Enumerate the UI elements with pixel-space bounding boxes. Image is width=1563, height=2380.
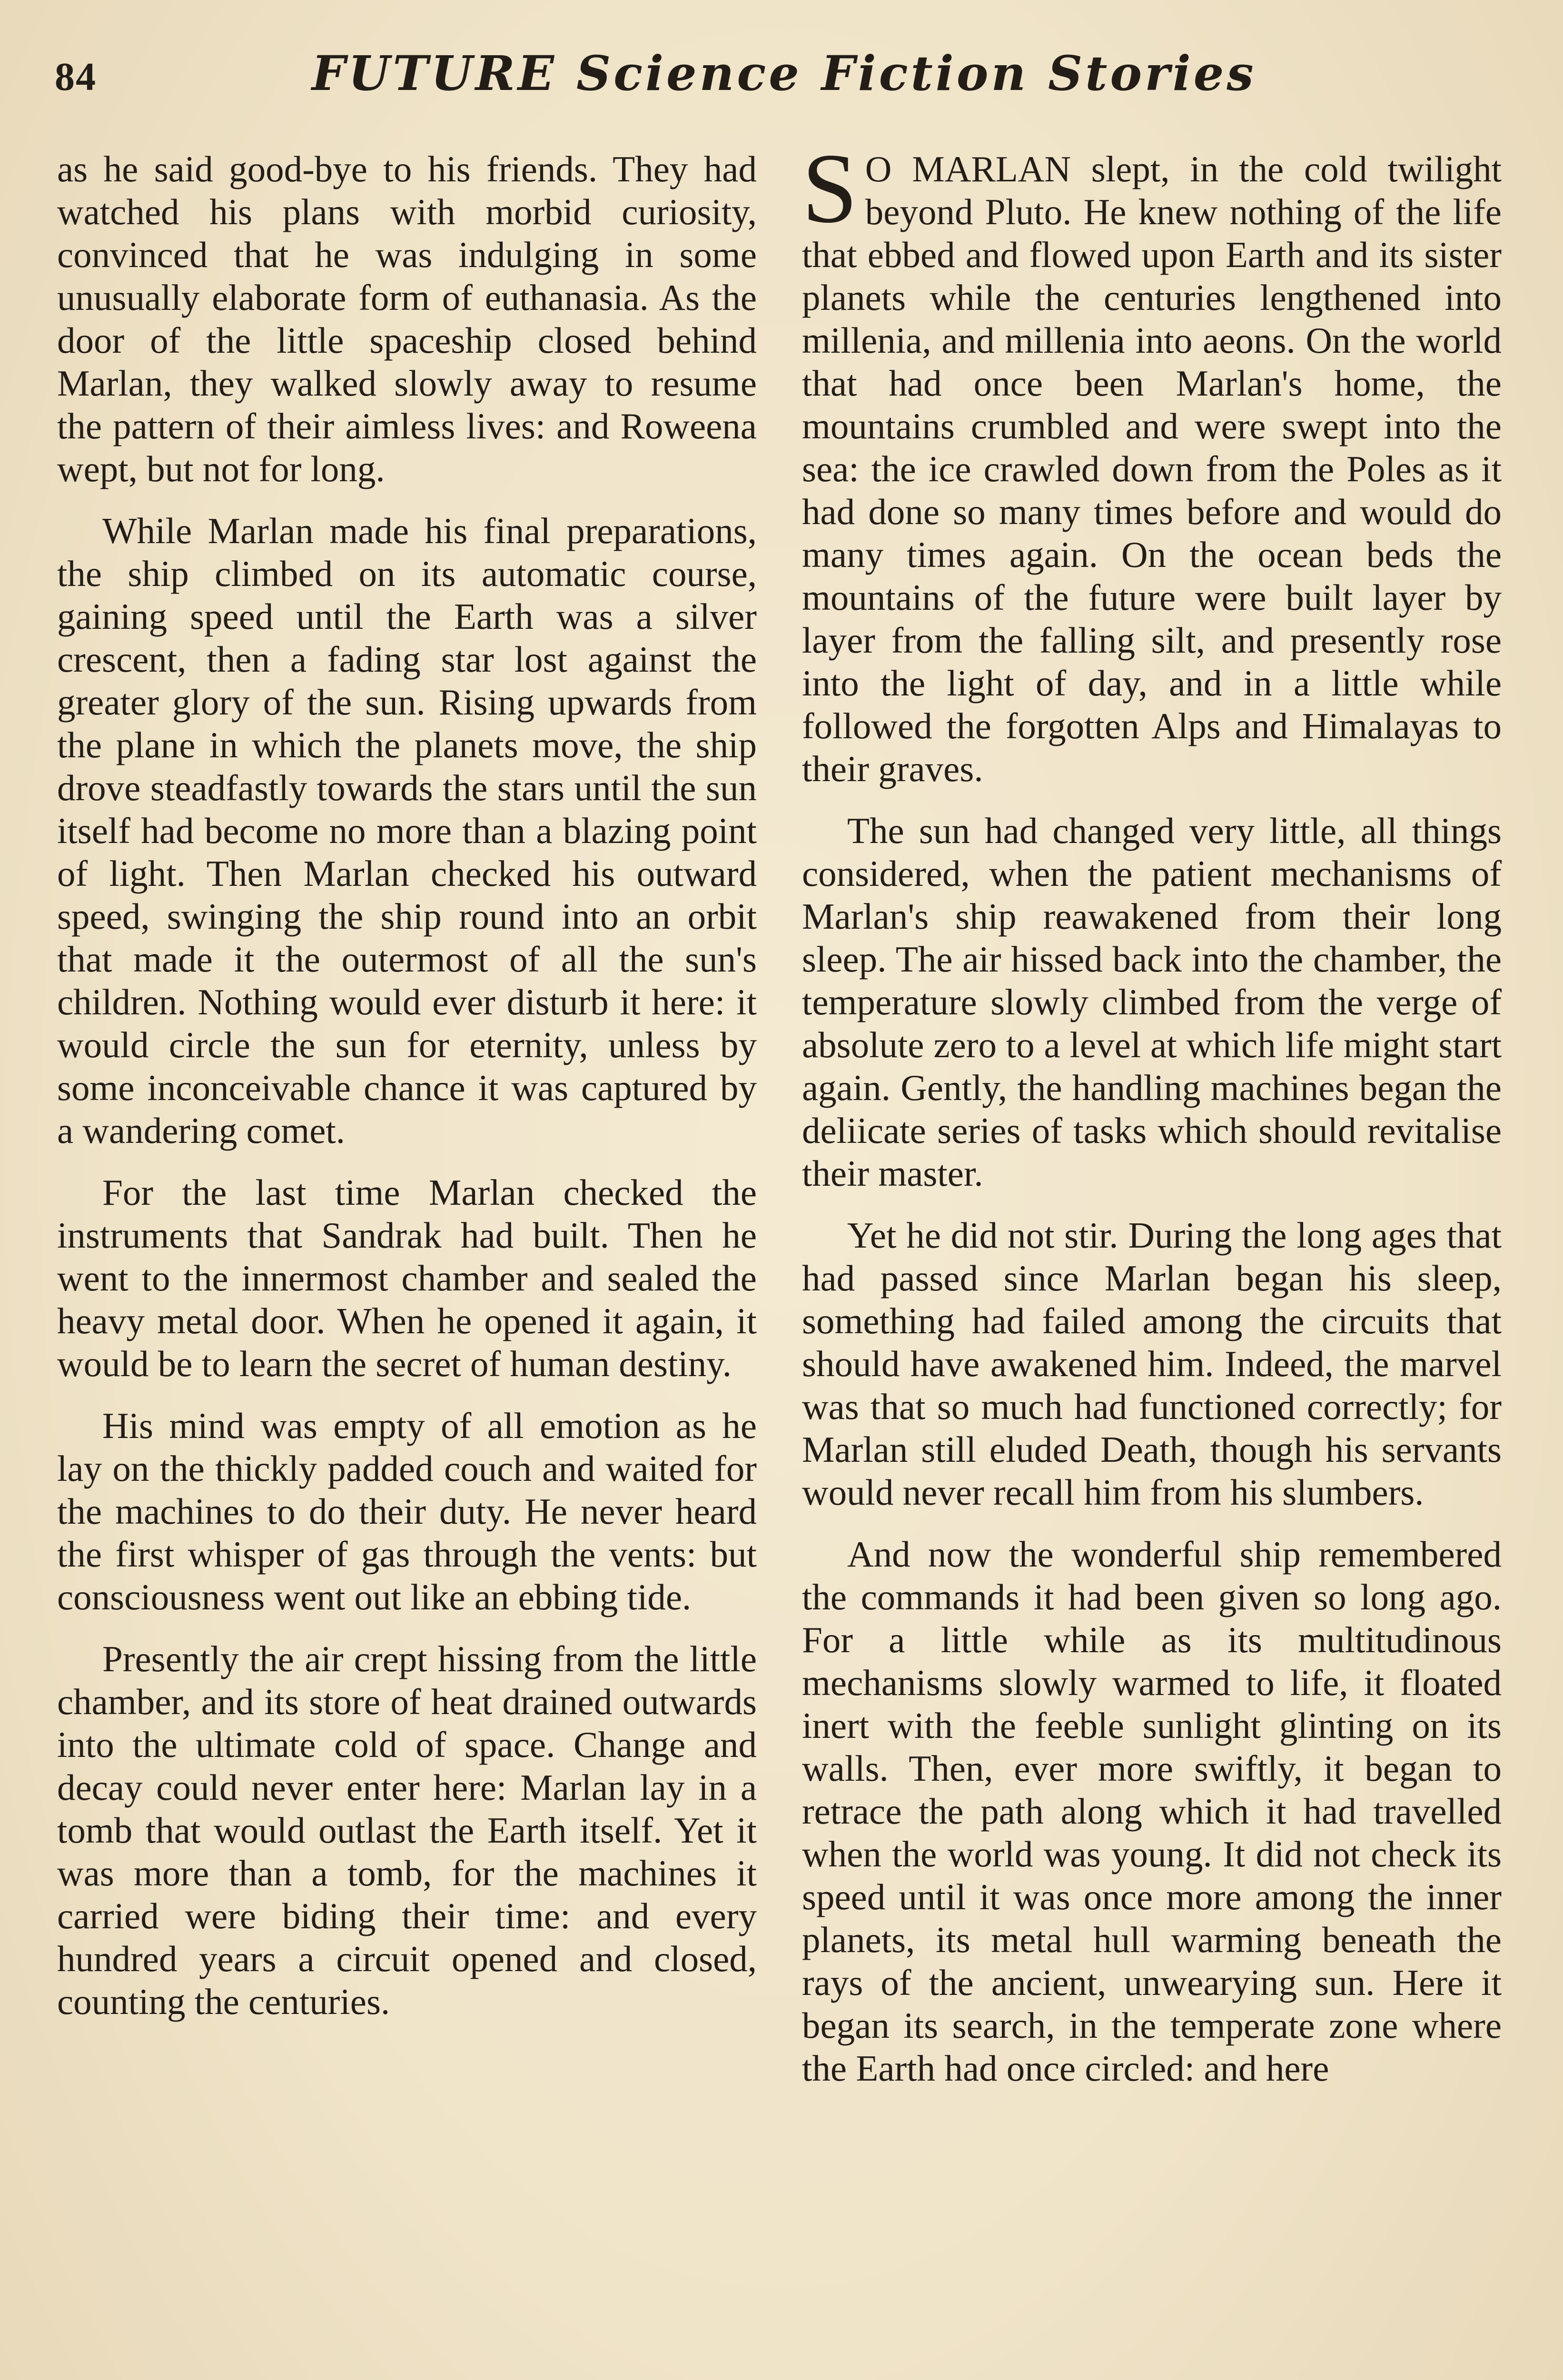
left-column bbox=[57, 148, 757, 2042]
opening-paragraph bbox=[802, 133, 1502, 790]
paragraph: While Marlan made his final preparations, the ship climbed on its automatic course, gaining speed until the Earth was a silver crescent, then a fading star lost against the greater glory of the sun. Rising upwards from the plane in which the planets move, the ship drove steadfastly towards the stars until the sun itself had become no more than a blazing point of light. Then Marlan checked his outward speed, swinging the ship round into an orbit that made it the outermost of all the sun's children. Nothing would ever disturb it here: it would circle the sun for eternity, unless by some inconceivable chance it was captured by a wandering comet. bbox=[57, 510, 757, 1151]
opening-paragraph-text: O MARLAN slept, in the cold twilight beyond Pluto. He knew nothing of the life that ebbed and flowed upon Earth and its sister planets while the centuries lengthened into millenia, and millenia into aeons. On the world that had once been Marlan's home, the mountains crumbled and were swept into the sea: the ice crawled down from the Poles as it had done so many times before and would do many times again. On the ocean beds the mountains of the future were built layer by layer from the falling silt, and presently rose into the light of day, and in a little while followed the forgotten Alps and Himalayas to their graves. bbox=[802, 149, 1502, 789]
page-number: 84 bbox=[55, 55, 97, 99]
paragraph: Presently the air crept hissing from the little chamber, and its store of heat drained outwards into the ultimate cold of space. Change and decay could never enter here: Marlan lay in a tomb that would outlast the Earth itself. Yet it was more than a tomb, for the machines it carried were biding their time: and every hundred years a circuit opened and closed, counting the centuries. bbox=[57, 1638, 757, 2022]
right-column bbox=[802, 133, 1502, 2109]
drop-cap: S bbox=[802, 133, 858, 244]
page-header bbox=[55, 45, 1506, 107]
paragraph: Yet he did not stir. During the long ages that had passed since Marlan began his sleep, something had failed among the circuits that should have awakened him. Indeed, the marvel was that so much had functioned correctly; for Marlan still eluded Death, though his servants would never recall him from his slumbers. bbox=[802, 1215, 1502, 1513]
paragraph: The sun had changed very little, all things considered, when the patient mechanisms of Marlan's ship reawakened from their long sleep. The air hissed back into the chamber, the temperature slowly climbed from the verge of absolute zero to a level at which life might start again. Gently, the handling machines began the deliicate series of tasks which should revitalise their master. bbox=[802, 810, 1502, 1194]
paragraph: For the last time Marlan checked the instruments that Sandrak had built. Then he went to the innermost chamber and sealed the heavy metal door. When he opened it again, it would be to learn the secret of human destiny. bbox=[57, 1172, 757, 1384]
paragraph: His mind was empty of all emotion as he lay on the thickly padded couch and waited for the machines to do their duty. He never heard the first whisper of gas through the vents: but consciousness went out like an ebbing tide. bbox=[57, 1405, 757, 1617]
paragraph: And now the wonderful ship remembered the commands it had been given so long ago. For a little while as its multitudinous mechanisms slowly warmed to life, it floated inert with the feeble sunlight glinting on its walls. Then, ever more swiftly, it began to retrace the path along which it had travelled when the world was young. It did not check its speed until it was once more among the inner planets, its metal hull warming beneath the rays of the ancient, unwearying sun. Here it began its search, in the temperate zone where the Earth had once circled: and here bbox=[802, 1534, 1502, 2089]
magazine-title: FUTURE Science Fiction Stories bbox=[312, 45, 1256, 101]
paragraph: as he said good-bye to his friends. They had watched his plans with morbid curiosity, convinced that he was indulging in some unusually elaborate form of euthanasia. As the door of the little spaceship closed behind Marlan, they walked slowly away to resume the pattern of their aimless lives: and Roweena wept, but not for long. bbox=[57, 149, 757, 489]
